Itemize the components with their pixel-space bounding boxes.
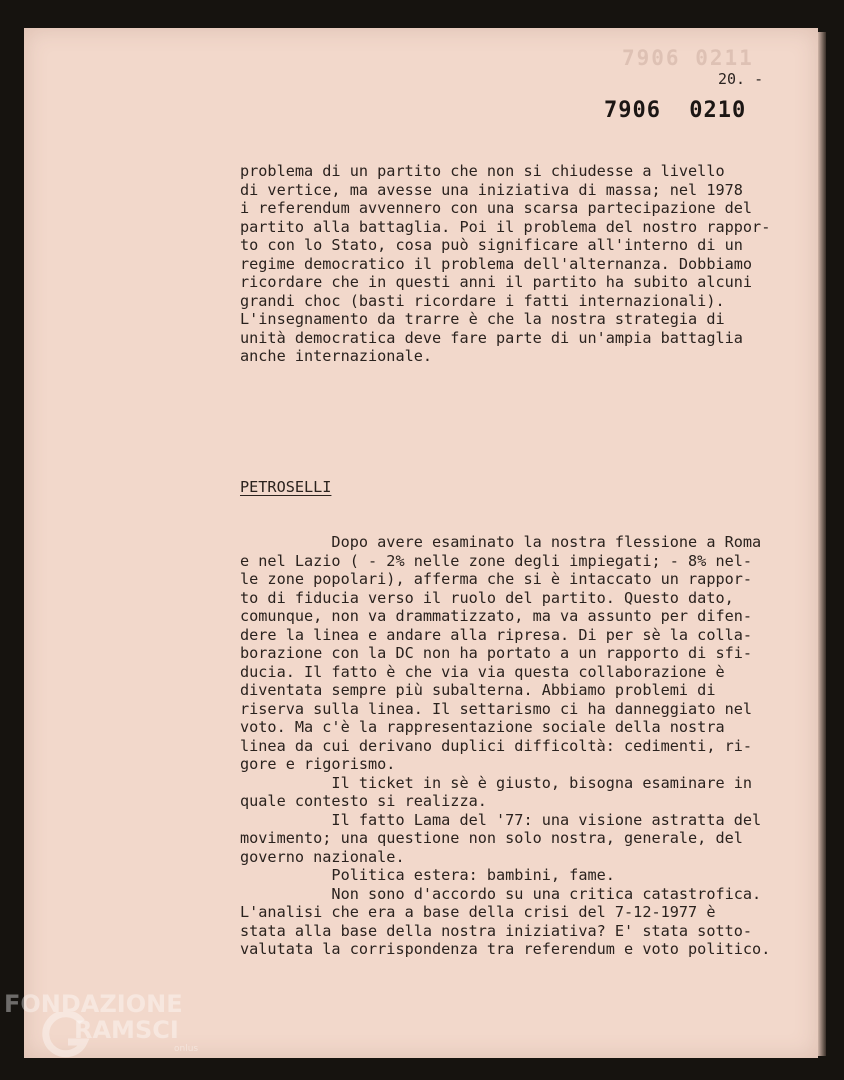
archive-stamp-number: 7906 0210	[604, 98, 747, 123]
page-edge	[818, 32, 826, 1056]
fondazione-gramsci-watermark	[4, 990, 214, 1070]
watermark-line1: FONDAZIONE	[4, 990, 183, 1018]
speaker-heading: PETROSELLI	[240, 478, 332, 496]
page-number: 20. -	[718, 70, 764, 88]
watermark-line2: RAMSCI	[74, 1016, 179, 1044]
paragraph-continuation: problema di un partito che non si chiudesse a livello di vertice, ma avesse una iniziativa di massa; nel 1978 i referendum avvennero con una scarsa partecipazione del partito alla battaglia. Poi il problema del nostro rappor- to con lo Stato, cosa può significare all'interno di un regime democratico il problema dell'alternanza. Dobbiamo ricordare che in questi anni il partito ha subito alcuni grandi choc (basti ricordare i fatti internazionali). L'insegnamento da trarre è che la nostra strategia di unità democratica deve fare parte di un'ampia battaglia anche internazionale.	[240, 162, 771, 365]
paragraph-speech: Dopo avere esaminato la nostra flessione a Roma e nel Lazio ( - 2% nelle zone degli impiegati; - 8% nel- le zone popolari), afferma che si è intaccato un rappor- to di fiducia verso il ruolo del partito. Questo dato, comunque, non va drammatizzato, ma va assunto per difen- dere la linea e andare alla ripresa. Di per sè la colla- borazione con la DC non ha portato a un rapporto di sfi- ducia. Il fatto è che via via questa collaborazione è diventata sempre più subalterna. Abbiamo problemi di riserva sulla linea. Il settarismo ci ha danneggiato nel voto. Ma c'è la rappresentazione sociale della nostra linea da cui derivano duplici difficoltà: cedimenti, ri- gore e rigorismo. Il ticket in sè è giusto, bisogna esaminare in quale contesto si realizza. Il fatto Lama del '77: una visione astratta del movimento; una questione non solo nostra, generale, del governo nazionale. Politica estera: bambini, fame. Non sono d'accordo su una critica catastrofica. L'analisi che era a base della crisi del 7-12-1977 è stata alla base della nostra iniziativa? E' stata sotto- valutata la corrispondenza tra referendum e voto politico.	[240, 533, 771, 958]
bleed-through-stamp: 7906 0211	[622, 46, 754, 70]
watermark-suffix: onlus	[174, 1044, 199, 1054]
